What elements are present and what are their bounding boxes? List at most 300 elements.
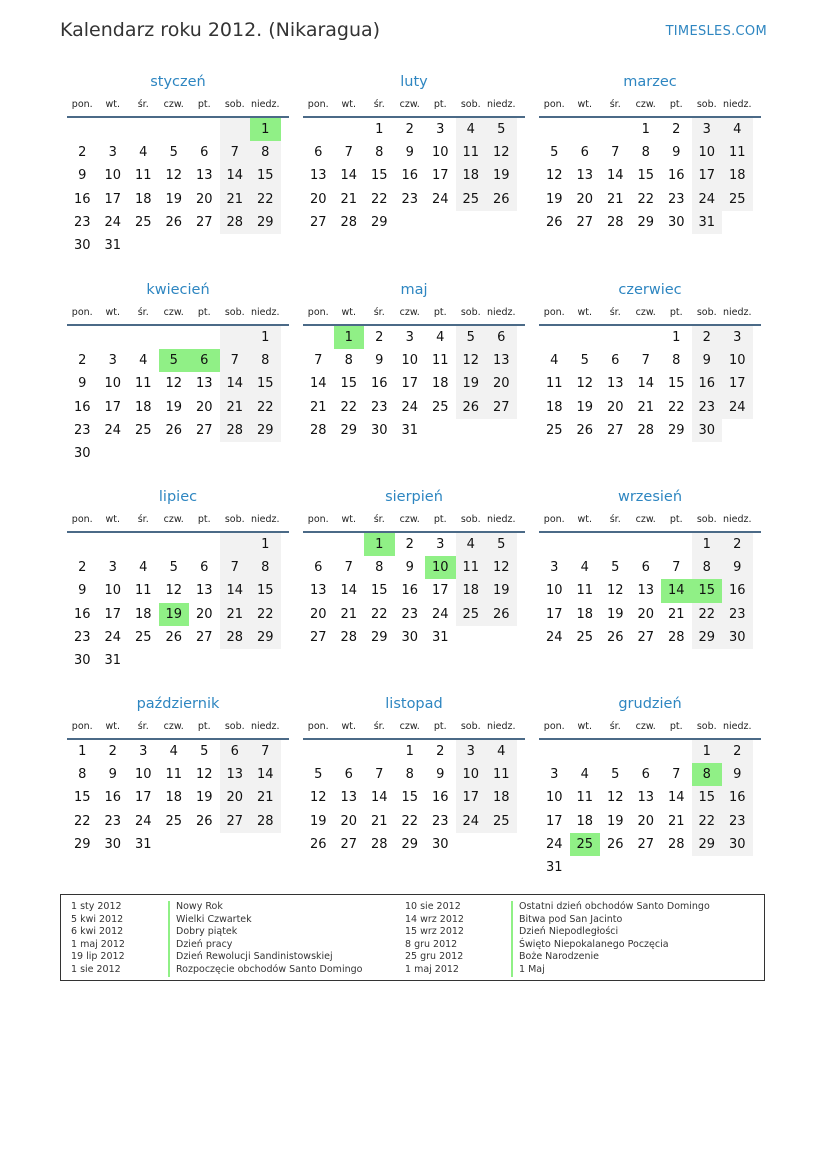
day-cell: 15: [370, 583, 388, 599]
day-cell: 23: [692, 396, 723, 419]
day-cell: 5: [611, 560, 620, 576]
weekday-label: niedz.: [250, 514, 280, 525]
month-name: kwiecień: [146, 282, 210, 298]
day-cell: 18: [456, 164, 487, 187]
legend-date: 19 lip 2012: [71, 951, 125, 963]
day-cell: 13: [195, 168, 213, 184]
day-cell: 6: [220, 740, 251, 763]
day-cell: 20: [195, 191, 213, 207]
month-block: [67, 692, 289, 856]
day-cell: 22: [370, 191, 388, 207]
day-cell: 9: [692, 349, 723, 372]
day-cell: 8: [78, 767, 87, 783]
day-cell: 21: [250, 786, 281, 809]
day-cell: 14: [370, 790, 388, 806]
empty-cell: [159, 649, 190, 672]
day-cell: 22: [370, 606, 388, 622]
day-cell: 2: [436, 744, 445, 759]
weekday-label: niedz.: [486, 307, 516, 318]
day-cell: 20: [637, 813, 655, 829]
day-cell: 16: [401, 168, 419, 184]
day-cell: 24: [456, 810, 487, 833]
day-cell: 15: [340, 376, 358, 392]
legend-date: 1 sty 2012: [71, 901, 122, 912]
day-cell: 15: [370, 168, 388, 184]
weekday-label: czw.: [635, 99, 656, 110]
empty-cell: [220, 533, 251, 556]
day-cell: 11: [486, 763, 517, 786]
empty-cell: [570, 118, 601, 141]
day-cell: 16: [370, 376, 388, 392]
day-cell: 16: [73, 399, 91, 415]
day-cell: 31: [431, 629, 449, 645]
day-cell: 14: [637, 376, 655, 392]
empty-cell: [98, 533, 129, 556]
day-cell: 21: [667, 606, 685, 622]
empty-cell: [456, 833, 487, 856]
legend-date: 25 gru 2012: [405, 951, 464, 963]
day-cell: 3: [405, 330, 414, 345]
day-cell: 19: [606, 813, 624, 829]
day-cell: 20: [576, 191, 594, 207]
day-cell: 25: [545, 422, 563, 438]
day-cell: 10: [722, 349, 753, 372]
day-cell: 10: [104, 583, 122, 599]
day-cell: 10: [104, 168, 122, 184]
day-cell: 16: [73, 606, 91, 622]
empty-cell: [189, 442, 220, 465]
day-cell: 25: [456, 603, 487, 626]
day-cell: 28: [340, 629, 358, 645]
legend-date: 1 sie 2012: [71, 963, 121, 975]
day-cell: 6: [641, 560, 650, 576]
day-cell: 4: [139, 560, 148, 576]
weekday-label: niedz.: [486, 514, 516, 525]
day-cell: 27: [637, 836, 655, 852]
day-cell: 18: [576, 606, 594, 622]
day-cell: 25: [431, 399, 449, 415]
day-cell: 10: [431, 145, 449, 161]
day-cell: 28: [220, 211, 251, 234]
day-cell: 1: [692, 533, 723, 556]
month-name: sierpień: [385, 489, 443, 505]
day-cell: 19: [486, 164, 517, 187]
day-cell: 6: [641, 767, 650, 783]
weekday-header: [303, 302, 525, 326]
weekday-header: [303, 716, 525, 740]
day-cell: 20: [195, 606, 213, 622]
day-cell: 9: [78, 168, 87, 184]
weekday-label: czw.: [399, 307, 420, 318]
day-cell: 30: [431, 836, 449, 852]
day-cell: 12: [545, 168, 563, 184]
empty-cell: [395, 211, 426, 234]
day-cell: 25: [722, 188, 753, 211]
day-cell: 30: [73, 237, 91, 253]
day-cell: 9: [436, 767, 445, 783]
empty-cell: [631, 856, 662, 879]
weekday-label: śr.: [373, 721, 385, 732]
day-cell: 5: [456, 326, 487, 349]
day-cell: 2: [405, 122, 414, 137]
day-cell: 12: [456, 349, 487, 372]
legend-date: 5 kwi 2012: [71, 913, 124, 925]
empty-cell: [456, 626, 487, 649]
empty-cell: [189, 833, 220, 856]
day-cell: 2: [722, 740, 753, 763]
empty-cell: [128, 118, 159, 141]
day-cell: 14: [340, 583, 358, 599]
day-cell: 4: [456, 533, 487, 556]
day-cell: 12: [309, 790, 327, 806]
day-cell: 8: [250, 556, 281, 579]
day-cell: 16: [667, 168, 685, 184]
day-cell: 1: [692, 740, 723, 763]
day-cell: 5: [611, 767, 620, 783]
day-cell: 7: [641, 353, 650, 369]
day-cell: 11: [722, 141, 753, 164]
day-cell: 16: [401, 583, 419, 599]
month-name: luty: [400, 74, 428, 90]
day-cell: 7: [672, 767, 681, 783]
day-cell: 15: [250, 579, 281, 602]
legend-holiday-name: Dzień pracy: [176, 938, 233, 950]
empty-cell: [159, 833, 190, 856]
day-cell: 2: [78, 353, 87, 369]
empty-cell: [570, 856, 601, 879]
day-cell: 3: [108, 560, 117, 576]
day-cell: 17: [692, 164, 723, 187]
legend-date: 6 kwi 2012: [71, 926, 124, 938]
brand-link[interactable]: TIMESLES.COM: [665, 24, 767, 39]
days-grid: [67, 326, 289, 465]
weekday-label: pt.: [433, 721, 447, 732]
days-grid: [67, 740, 289, 856]
weekday-label: wt.: [105, 721, 120, 732]
empty-cell: [128, 326, 159, 349]
day-cell: 15: [250, 164, 281, 187]
empty-cell: [128, 442, 159, 465]
day-cell: 27: [576, 214, 594, 230]
day-cell: 8: [405, 767, 414, 783]
month-name: marzec: [623, 74, 677, 90]
day-cell: 9: [722, 763, 753, 786]
day-cell: 20: [340, 813, 358, 829]
day-cell: 11: [456, 556, 487, 579]
day-cell: 28: [340, 214, 358, 230]
day-cell: 21: [340, 191, 358, 207]
empty-cell: [220, 234, 251, 257]
day-cell: 31: [692, 211, 723, 234]
legend-holiday-name: Dzień Rewolucji Sandinistowskiej: [176, 951, 333, 963]
day-cell: 16: [104, 790, 122, 806]
day-cell: 1: [405, 744, 414, 759]
empty-cell: [220, 326, 251, 349]
day-cell: 1: [334, 326, 365, 349]
day-cell: 31: [134, 836, 152, 852]
day-cell: 14: [220, 164, 251, 187]
empty-cell: [539, 326, 570, 349]
empty-cell: [159, 442, 190, 465]
weekday-label: pon.: [307, 307, 329, 318]
empty-cell: [661, 740, 692, 763]
day-cell: 24: [401, 399, 419, 415]
day-cell: 13: [637, 790, 655, 806]
day-cell: 14: [667, 790, 685, 806]
empty-cell: [303, 740, 334, 763]
day-cell: 4: [580, 767, 589, 783]
weekday-header: [539, 94, 761, 118]
empty-cell: [486, 833, 517, 856]
day-cell: 5: [580, 353, 589, 369]
legend-holiday-name: Dzień Niepodległości: [519, 926, 619, 938]
empty-cell: [570, 533, 601, 556]
day-cell: 22: [637, 191, 655, 207]
empty-cell: [600, 740, 631, 763]
days-grid: [539, 326, 761, 442]
day-cell: 24: [545, 836, 563, 852]
day-cell: 19: [456, 372, 487, 395]
day-cell: 3: [550, 767, 559, 783]
day-cell: 18: [431, 376, 449, 392]
empty-cell: [303, 326, 334, 349]
day-cell: 5: [169, 560, 178, 576]
day-cell: 13: [220, 763, 251, 786]
day-cell: 14: [661, 579, 692, 602]
day-cell: 10: [401, 353, 419, 369]
day-cell: 19: [309, 813, 327, 829]
weekday-label: pt.: [669, 721, 683, 732]
weekday-label: pt.: [197, 99, 211, 110]
weekday-label: pon.: [543, 721, 565, 732]
month-name: lipiec: [158, 489, 198, 505]
day-cell: 9: [78, 583, 87, 599]
day-cell: 17: [545, 606, 563, 622]
day-cell: 7: [220, 349, 251, 372]
month-block: [303, 278, 525, 442]
day-cell: 11: [134, 583, 152, 599]
weekday-label: czw.: [635, 721, 656, 732]
weekday-label: pon.: [543, 307, 565, 318]
day-cell: 9: [375, 353, 384, 369]
day-cell: 27: [220, 810, 251, 833]
legend-names-left: [176, 901, 362, 977]
legend-date: 10 sie 2012: [405, 901, 461, 912]
weekday-label: pon.: [71, 514, 93, 525]
day-cell: 8: [672, 353, 681, 369]
weekday-label: niedz.: [722, 99, 752, 110]
day-cell: 21: [220, 603, 251, 626]
weekday-label: czw.: [635, 307, 656, 318]
weekday-header: [67, 94, 289, 118]
day-cell: 9: [405, 560, 414, 576]
day-cell: 22: [667, 399, 685, 415]
day-cell: 19: [159, 603, 190, 626]
weekday-label: śr.: [373, 99, 385, 110]
weekday-label: pon.: [307, 721, 329, 732]
day-cell: 26: [486, 603, 517, 626]
day-cell: 29: [692, 626, 723, 649]
weekday-label: śr.: [609, 514, 621, 525]
day-cell: 24: [134, 813, 152, 829]
weekday-label: niedz.: [250, 307, 280, 318]
day-cell: 5: [550, 145, 559, 161]
day-cell: 7: [250, 740, 281, 763]
day-cell: 25: [134, 629, 152, 645]
day-cell: 12: [165, 583, 183, 599]
day-cell: 6: [314, 145, 323, 161]
day-cell: 15: [401, 790, 419, 806]
day-cell: 26: [165, 422, 183, 438]
day-cell: 6: [189, 349, 220, 372]
legend-dates-right: [405, 901, 464, 977]
day-cell: 18: [576, 813, 594, 829]
weekday-label: śr.: [137, 514, 149, 525]
day-cell: 20: [195, 399, 213, 415]
empty-cell: [189, 234, 220, 257]
weekday-label: sob.: [224, 514, 245, 525]
day-cell: 24: [104, 629, 122, 645]
day-cell: 6: [344, 767, 353, 783]
month-block: [539, 485, 761, 649]
day-cell: 14: [309, 376, 327, 392]
day-cell: 30: [692, 419, 723, 442]
weekday-label: wt.: [105, 307, 120, 318]
weekday-label: śr.: [609, 721, 621, 732]
day-cell: 10: [104, 376, 122, 392]
day-cell: 11: [576, 583, 594, 599]
day-cell: 29: [370, 629, 388, 645]
legend-date: 14 wrz 2012: [405, 913, 464, 925]
day-cell: 26: [165, 214, 183, 230]
day-cell: 23: [722, 603, 753, 626]
month-block: [539, 692, 761, 879]
day-cell: 25: [134, 422, 152, 438]
empty-cell: [220, 649, 251, 672]
empty-cell: [189, 326, 220, 349]
empty-cell: [456, 419, 487, 442]
day-cell: 1: [78, 744, 87, 759]
empty-cell: [631, 533, 662, 556]
empty-cell: [189, 649, 220, 672]
empty-cell: [692, 856, 723, 879]
day-cell: 28: [220, 419, 251, 442]
weekday-label: niedz.: [722, 721, 752, 732]
day-cell: 31: [401, 422, 419, 438]
empty-cell: [600, 533, 631, 556]
day-cell: 1: [250, 326, 281, 349]
day-cell: 11: [165, 767, 183, 783]
empty-cell: [159, 326, 190, 349]
day-cell: 8: [692, 556, 723, 579]
day-cell: 9: [722, 556, 753, 579]
empty-cell: [722, 856, 753, 879]
empty-cell: [250, 649, 281, 672]
weekday-label: pt.: [669, 99, 683, 110]
day-cell: 27: [637, 629, 655, 645]
day-cell: 22: [692, 810, 723, 833]
day-cell: 29: [667, 422, 685, 438]
day-cell: 21: [220, 188, 251, 211]
day-cell: 24: [545, 629, 563, 645]
day-cell: 6: [580, 145, 589, 161]
day-cell: 30: [104, 836, 122, 852]
day-cell: 18: [486, 786, 517, 809]
empty-cell: [250, 833, 281, 856]
day-cell: 4: [722, 118, 753, 141]
day-cell: 21: [667, 813, 685, 829]
empty-cell: [722, 211, 753, 234]
day-cell: 23: [401, 191, 419, 207]
day-cell: 26: [606, 629, 624, 645]
day-cell: 24: [431, 191, 449, 207]
empty-cell: [334, 533, 365, 556]
day-cell: 19: [486, 579, 517, 602]
weekday-label: wt.: [341, 721, 356, 732]
day-cell: 6: [200, 145, 209, 161]
empty-cell: [98, 118, 129, 141]
day-cell: 9: [405, 145, 414, 161]
empty-cell: [600, 118, 631, 141]
day-cell: 25: [134, 214, 152, 230]
day-cell: 3: [108, 353, 117, 369]
day-cell: 23: [401, 606, 419, 622]
legend-holiday-name: Rozpoczęcie obchodów Santo Domingo: [176, 963, 363, 975]
day-cell: 18: [134, 606, 152, 622]
day-cell: 11: [545, 376, 563, 392]
day-cell: 9: [78, 376, 87, 392]
empty-cell: [189, 118, 220, 141]
empty-cell: [98, 326, 129, 349]
day-cell: 30: [667, 214, 685, 230]
day-cell: 18: [134, 399, 152, 415]
empty-cell: [486, 419, 517, 442]
day-cell: 25: [570, 833, 601, 856]
day-cell: 12: [165, 376, 183, 392]
days-grid: [303, 533, 525, 649]
weekday-label: sob.: [696, 721, 717, 732]
weekday-label: wt.: [577, 99, 592, 110]
day-cell: 9: [108, 767, 117, 783]
day-cell: 8: [641, 145, 650, 161]
month-block: [67, 485, 289, 672]
day-cell: 18: [165, 790, 183, 806]
day-cell: 28: [250, 810, 281, 833]
day-cell: 12: [606, 583, 624, 599]
day-cell: 13: [576, 168, 594, 184]
page-title: Kalendarz roku 2012. (Nikaragua): [60, 19, 381, 41]
day-cell: 29: [370, 214, 388, 230]
day-cell: 2: [722, 533, 753, 556]
day-cell: 1: [375, 122, 384, 137]
day-cell: 7: [611, 145, 620, 161]
empty-cell: [67, 118, 98, 141]
day-cell: 30: [401, 629, 419, 645]
empty-cell: [128, 234, 159, 257]
day-cell: 27: [195, 214, 213, 230]
day-cell: 2: [108, 744, 117, 759]
legend-date: 1 maj 2012: [405, 963, 459, 975]
weekday-label: śr.: [137, 99, 149, 110]
weekday-label: śr.: [609, 307, 621, 318]
day-cell: 2: [692, 326, 723, 349]
day-cell: 22: [250, 188, 281, 211]
day-cell: 3: [436, 122, 445, 137]
day-cell: 12: [486, 141, 517, 164]
day-cell: 5: [169, 145, 178, 161]
day-cell: 7: [375, 767, 384, 783]
day-cell: 7: [672, 560, 681, 576]
